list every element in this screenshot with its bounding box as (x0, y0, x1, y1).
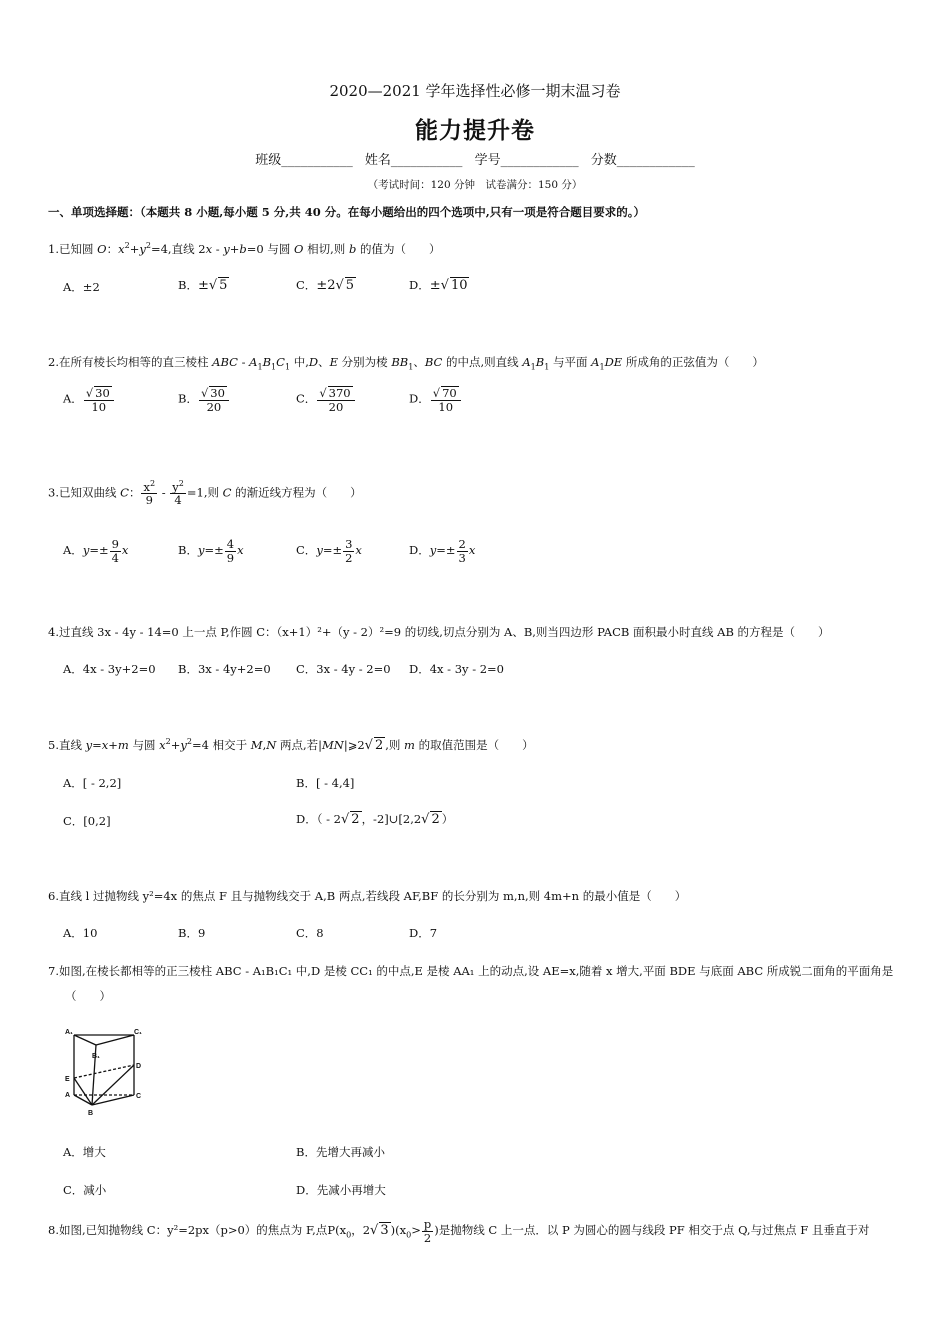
student-id-field[interactable]: 学号____________ (474, 153, 579, 168)
q5-option-b[interactable]: B．[ - 4,4] (296, 776, 355, 790)
q5-option-c[interactable]: C．[0,2] (63, 814, 111, 828)
figure-label-a: A (65, 1092, 71, 1099)
q6-option-d[interactable]: D．7 (409, 926, 438, 940)
q4-option-a[interactable]: A．4x - 3y+2=0 (63, 662, 156, 676)
question-3: 3.已知双曲线 C： $\frac{x^2}{9}$ - $\frac{y^2}{4}$ =1,则 C 的渐近线方程为（ ） (48, 479, 362, 508)
q3-option-d[interactable]: D．y=± $\frac{2}{3}$ x (409, 537, 476, 565)
figure-label-c1: C₁ (134, 1029, 142, 1036)
figure-label-d: D (136, 1063, 142, 1070)
question-4: 4.过直线 3x - 4y - 14=0 上一点 P,作圆 C：（x+1）²+（y - 2）²=9 的切线,切点分别为 A、B,则当四边形 PACB 面积最小时直线 AB 的方程是（ ） (48, 625, 830, 639)
q5-option-a[interactable]: A．[ - 2,2] (63, 776, 122, 790)
q1-option-d[interactable]: D．±√ 10 (409, 278, 468, 293)
q4-option-d[interactable]: D．4x - 3y - 2=0 (409, 662, 504, 676)
question-2: 2.在所有棱长均相等的直三棱柱 ABC - $A_1B_1C_1$ 中,D、E 分别为棱 $BB_1$、BC 的中点,则直线 $A_1B_1$ 与平面 $A_1DE$ 所成角的正弦值为（ ） (48, 355, 764, 372)
figure-label-b1: B₁ (92, 1053, 100, 1060)
prism-figure (62, 1025, 152, 1117)
figure-label-c: C (136, 1093, 142, 1100)
q6-option-b[interactable]: B．9 (178, 926, 206, 940)
question-8: 8.如图,已知抛物线 C：y²=2px（p>0）的焦点为 F,点$P(x_0$，2√ 3 )($x_0>$ $\frac{p}{2}$ )是抛物线 C 上一点．以 P 为圆心的圆与线段 PF 相交于点 Q,与过焦点 F 且垂直于对 (48, 1217, 870, 1245)
score-field[interactable]: 分数____________ (590, 153, 695, 168)
figure-label-e: E (65, 1076, 70, 1083)
figure-label-a1: A₁ (65, 1029, 73, 1036)
exam-subtitle: 能力提升卷 (415, 117, 535, 144)
exam-title: 2020—2021 学年选择性必修一期末温习卷 (329, 82, 621, 100)
q3-option-b[interactable]: B．y=± $\frac{4}{9}$ x (178, 537, 244, 565)
q2-option-c[interactable]: C． $\frac{√ 370}{20}$ (296, 386, 356, 413)
q2-option-b[interactable]: B． $\frac{√ 30}{20}$ (178, 386, 230, 413)
question-7-continuation: （ ） (65, 989, 111, 1003)
section-heading: 一、单项选择题：（本题共 8 小题,每小题 5 分,共 40 分。在每小题给出的四个选项中,只有一项是符合题目要求的。） (48, 205, 646, 219)
q2-option-d[interactable]: D． $\frac{√ 70}{10}$ (409, 386, 462, 413)
q1-option-b[interactable]: B．±√ 5 (178, 278, 228, 293)
q7-option-c[interactable]: C．减小 (63, 1183, 107, 1197)
q7-option-b[interactable]: B．先增大再减小 (296, 1145, 385, 1159)
question-7: 7.如图,在棱长都相等的正三棱柱 ABC - A₁B₁C₁ 中,D 是棱 CC₁ 的中点,E 是棱 AA₁ 上的动点,设 AE=x,随着 x 增大,平面 BDE 与底面 ABC 所成锐二面角的平面角是 (48, 964, 894, 978)
q7-option-a[interactable]: A．增大 (63, 1145, 106, 1159)
q6-option-a[interactable]: A．10 (63, 926, 98, 940)
q2-option-a[interactable]: A． $\frac{√ 30}{10}$ (63, 386, 115, 413)
question-6: 6.直线 l 过抛物线 y²=4x 的焦点 F 且与抛物线交于 A,B 两点,若线段 AF,BF 的长分别为 m,n,则 4m+n 的最小值是（ ） (48, 889, 687, 903)
q3-option-a[interactable]: A．y=± $\frac{9}{4}$ x (63, 537, 129, 565)
exam-note: （考试时间：120 分钟 试卷满分：150 分） (367, 179, 583, 191)
q5-option-d[interactable]: D．（ - 2√ 2 ，-2]∪[2,2√ 2 ） (296, 812, 454, 827)
class-field[interactable]: 班级___________ (255, 153, 353, 168)
figure-label-b: B (88, 1110, 94, 1117)
student-info-fields (0, 149, 950, 168)
q4-option-c[interactable]: C．3x - 4y - 2=0 (296, 662, 391, 676)
q7-option-d[interactable]: D．先减小再增大 (296, 1183, 386, 1197)
q3-option-c[interactable]: C．y=± $\frac{3}{2}$ x (296, 537, 362, 565)
q1-option-c[interactable]: C．±2√ 5 (296, 278, 355, 293)
question-5: 5.直线 y=x+m 与圆 $x^2+y^2=4$ 相交于 M,N 两点,若|MN|⩾2√ 2 ,则 m 的取值范围是（ ） (48, 737, 534, 753)
q6-option-c[interactable]: C．8 (296, 926, 324, 940)
q1-option-a[interactable]: A．±2 (63, 280, 100, 294)
name-field[interactable]: 姓名___________ (364, 153, 463, 168)
q4-option-b[interactable]: B．3x - 4y+2=0 (178, 662, 271, 676)
question-1: 1.已知圆 O：$x^2+y^2=4$,直线 2x - y+b=0 与圆 O 相切,则 b 的值为（ ） (48, 241, 441, 256)
